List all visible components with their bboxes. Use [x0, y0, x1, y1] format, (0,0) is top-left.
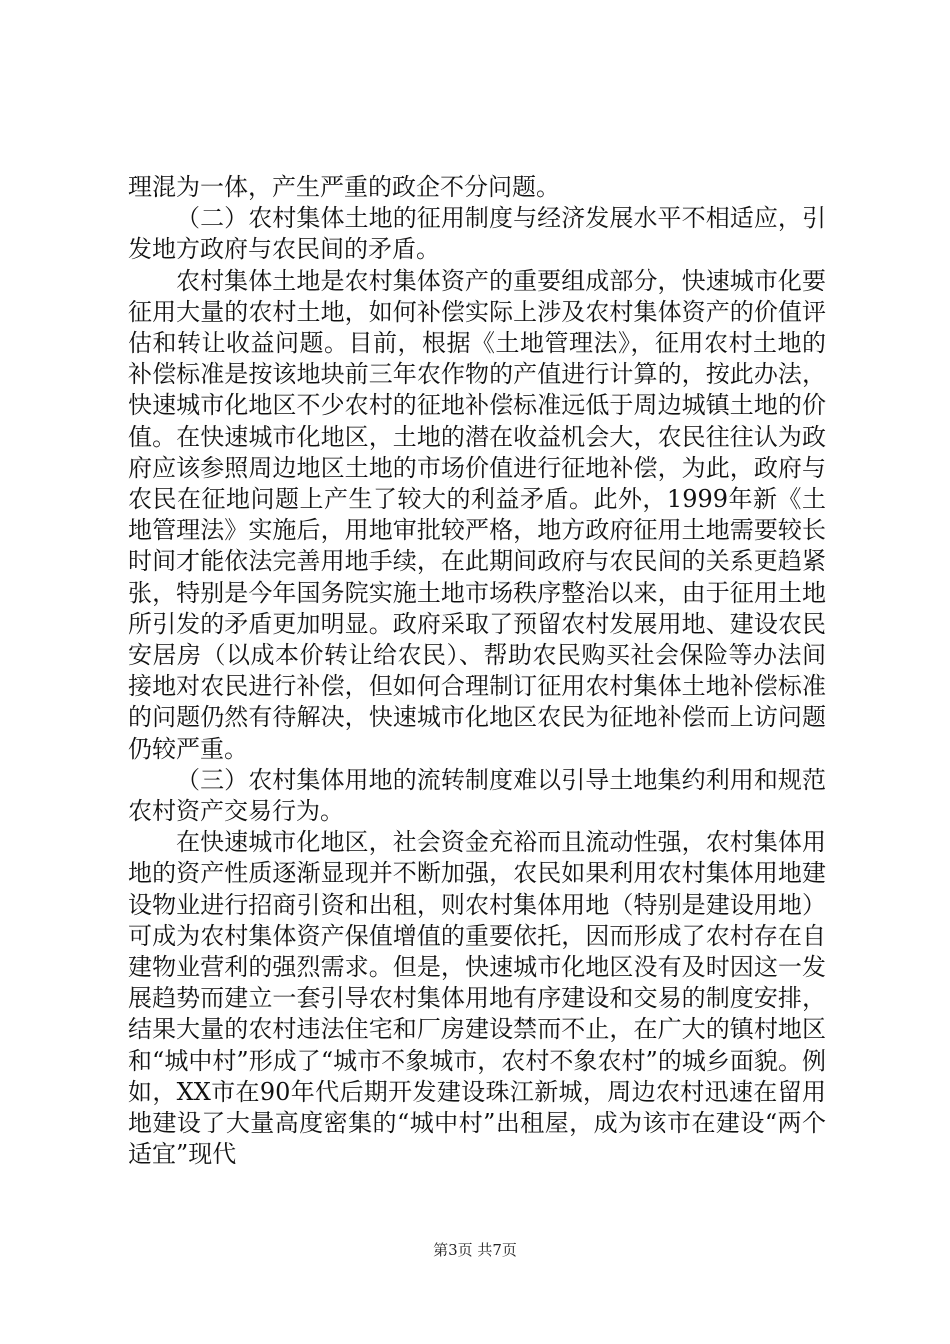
document-body	[128, 172, 826, 1171]
page-footer: 第3页 共7页	[433, 1241, 517, 1259]
paragraph-land-expropriation: 农村集体土地是农村集体资产的重要组成部分，快速城市化要征用大量的农村土地，如何补偿实际上涉及农村集体资产的价值评估和转让收益问题。目前，根据《土地管理法》，征用农村土地的补偿标准是按该地块前三年农作物的产值进行计算的，按此办法，快速城市化地区不少农村的征地补偿标准远低于周边城镇土地的价值。在快速城市化地区，土地的潜在收益机会大，农民往往认为政府应该参照周边地区土地的市场价值进行征地补偿，为此，政府与农民在征地问题上产生了较大的利益矛盾。此外，1999年新《土地管理法》实施后，用地审批较严格，地方政府征用土地需要较长时间才能依法完善用地手续，在此期间政府与农民间的关系更趋紧张，特别是今年国务院实施土地市场秩序整治以来，由于征用土地所引发的矛盾更加明显。政府采取了预留农村发展用地、建设农民安居房（以成本价转让给农民）、帮助农民购买社会保险等办法间接地对农民进行补偿，但如何合理制订征用农村集体土地补偿标准的问题仍然有待解决，快速城市化地区农民为征地补偿而上访问题仍较严重。	[128, 266, 826, 763]
section-heading-three: （三）农村集体用地的流转制度难以引导土地集约利用和规范农村资产交易行为。	[128, 765, 826, 826]
paragraph-land-transfer: 在快速城市化地区，社会资金充裕而且流动性强，农村集体用地的资产性质逐渐显现并不断加强，农民如果利用农村集体用地建设物业进行招商引资和出租，则农村集体用地（特别是建设用地）可成为农村集体资产保值增值的重要依托，因而形成了农村存在自建物业营利的强烈需求。但是，快速城市化地区没有及时因这一发展趋势而建立一套引导农村集体用地有序建设和交易的制度安排，结果大量的农村违法住宅和厂房建设禁而不止，在广大的镇村地区和“城中村”形成了“城市不象城市，农村不象农村”的城乡面貌。例如，XX市在90年代后期开发建设珠江新城，周边农村迅速在留用地建设了大量高度密集的“城中村”出租屋，成为该市在建设“两个适宜”现代	[128, 828, 826, 1169]
paragraph-continuation: 理混为一体，产生严重的政企不分问题。	[128, 173, 560, 201]
section-heading-two: （二）农村集体土地的征用制度与经济发展水平不相适应，引发地方政府与农民间的矛盾。	[128, 204, 826, 264]
